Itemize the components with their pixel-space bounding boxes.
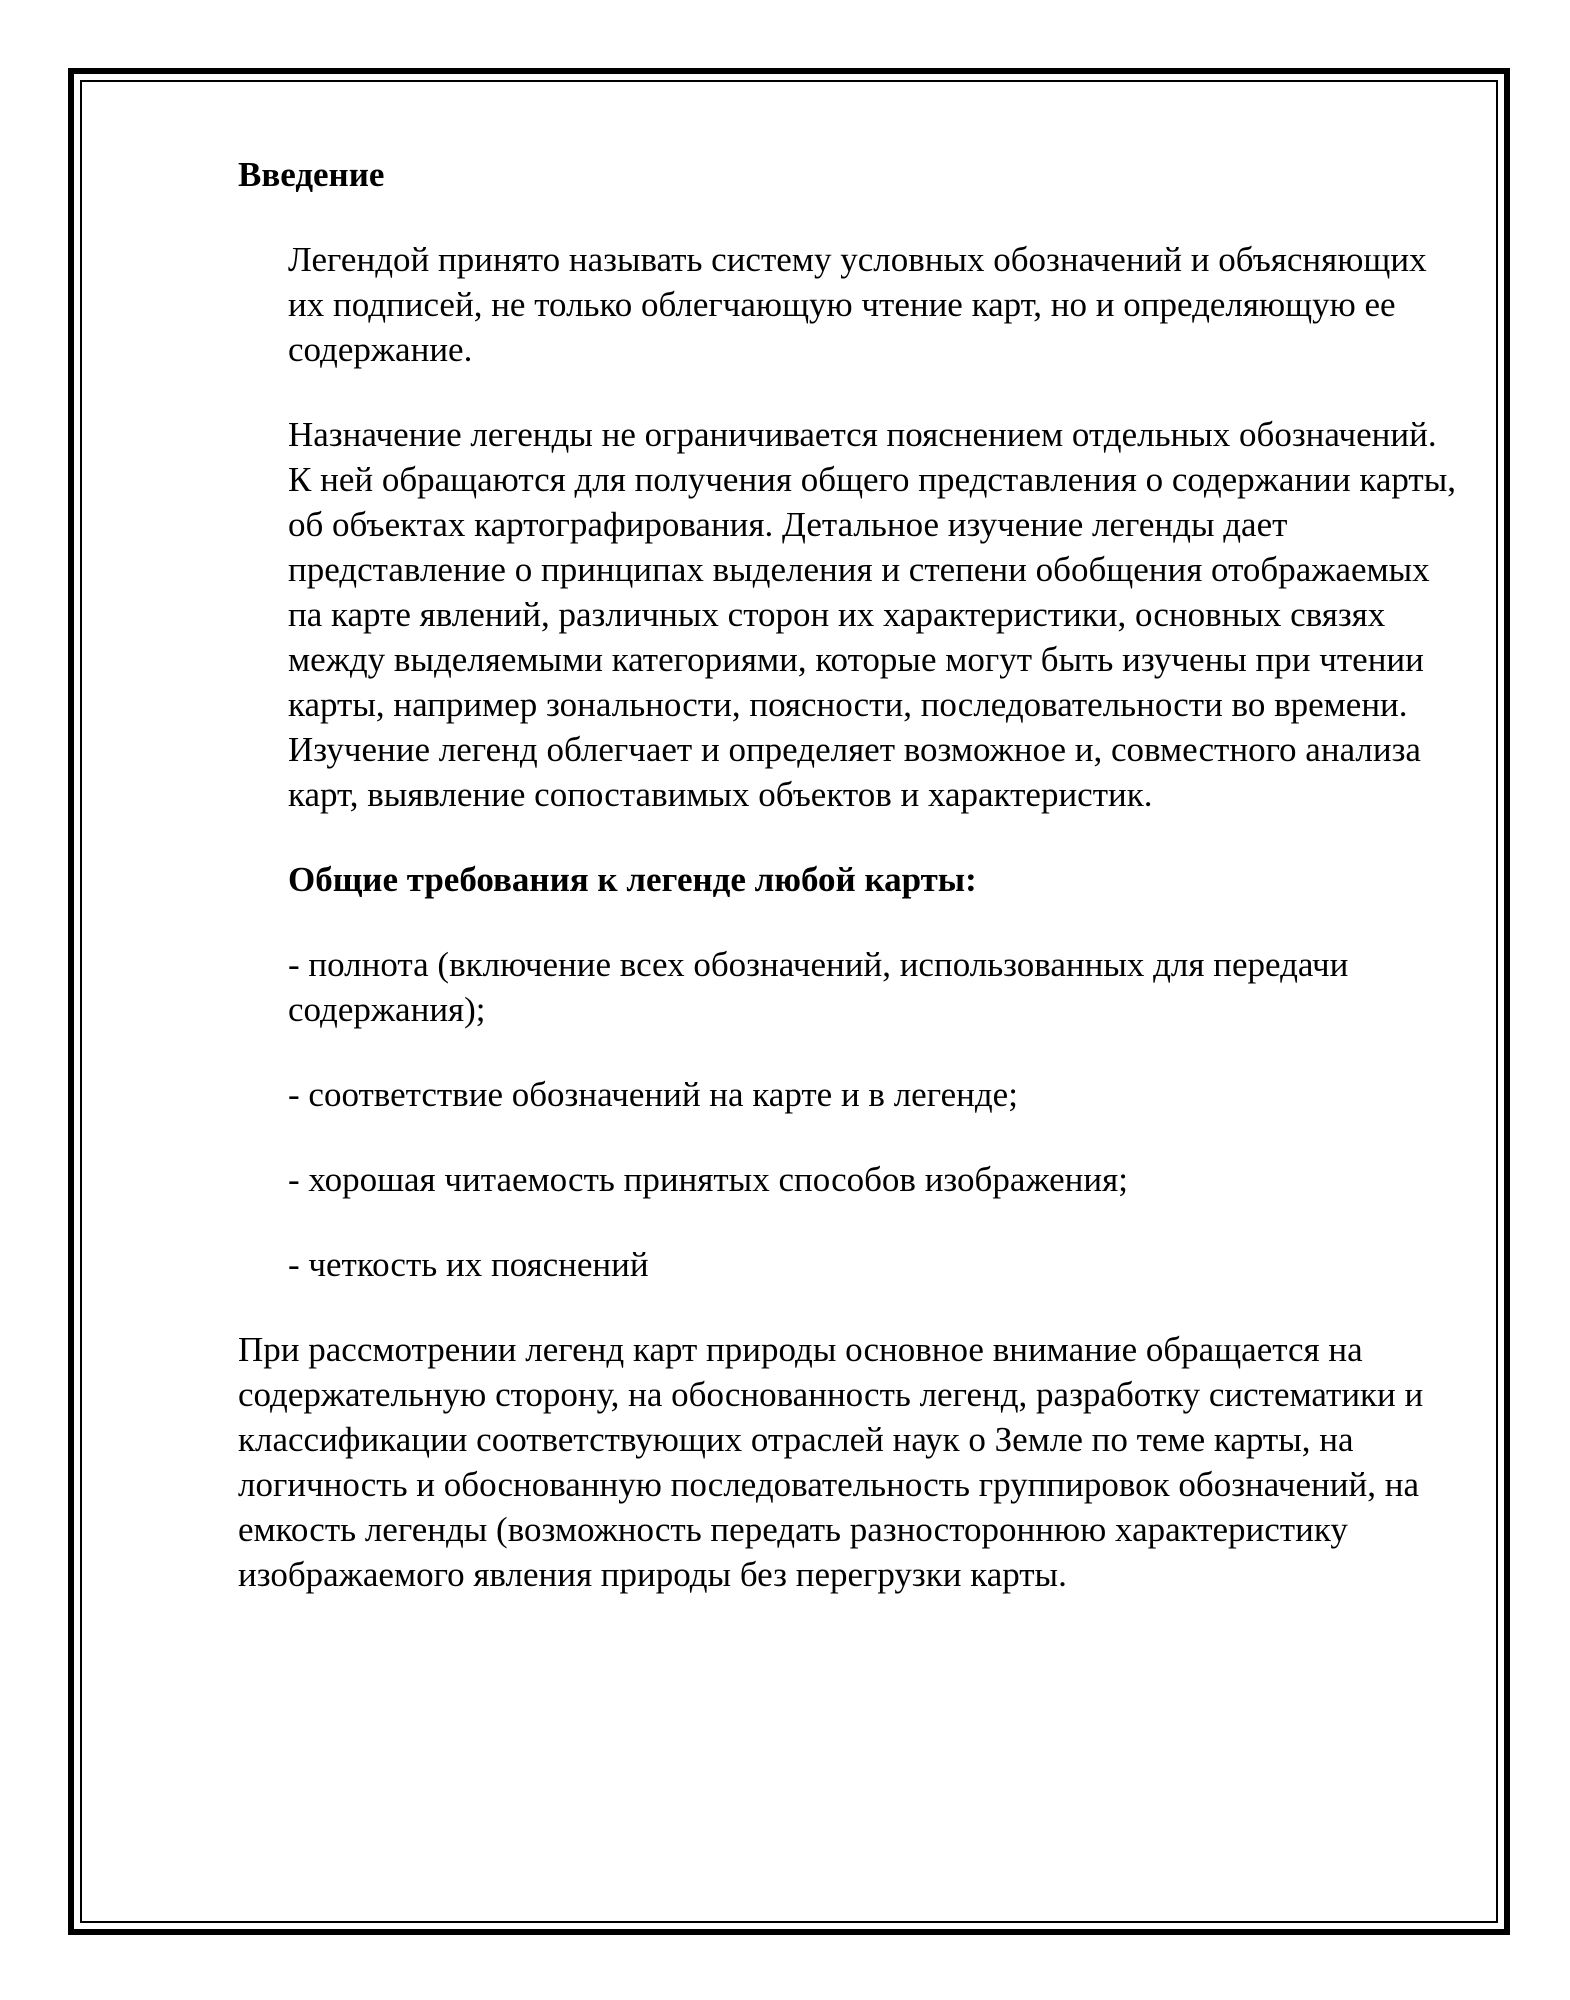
requirements-heading: Общие требования к легенде любой карты: xyxy=(288,860,977,899)
indented-block xyxy=(238,237,1460,1287)
document-body xyxy=(238,152,1460,1597)
requirement-item: - четкость их пояснений xyxy=(288,1245,649,1284)
requirement-item: - хорошая читаемость принятых способов изображения; xyxy=(288,1160,1128,1199)
requirement-item: - полнота (включение всех обозначений, использованных для передачи содержания); xyxy=(288,945,1349,1029)
paragraph-closing: При рассмотрении легенд карт природы основное внимание обращается на содержательную сторону, на обоснованность легенд, разработку систематики и классификации соответствующих отраслей наук о Земле по теме карты, на логичность и обоснованную последовательность группировок обозначений, на емкость легенды (возможность передать разностороннюю характеристику изображаемого явления природы без перегрузки карты. xyxy=(238,1330,1424,1594)
section-heading: Введение xyxy=(238,155,385,194)
paragraph-legend-definition: Легендой принято называть систему условных обозначений и объясняющих их подписей, не только облегчающую чтение карт, но и определяющую ее содержание. xyxy=(288,240,1427,369)
requirement-item: - соответствие обозначений на карте и в легенде; xyxy=(288,1075,1018,1114)
paragraph-legend-purpose: Назначение легенды не ограничивается пояснением отдельных обозначений. К ней обращаются для получения общего представления о содержании карты, об объектах картографирования. Детальное изучение легенды дает представление о принципах выделения и степени обобщения отображаемых па карте явлений, различных сторон их характеристики, основных связях между выделяемыми категориями, которые могут быть изучены при чтении карты, например зональности, поясности, последовательности во времени. Изучение легенд облегчает и определяет возможное и, совместного анализа карт, выявление сопоставимых объектов и характеристик. xyxy=(288,415,1456,814)
